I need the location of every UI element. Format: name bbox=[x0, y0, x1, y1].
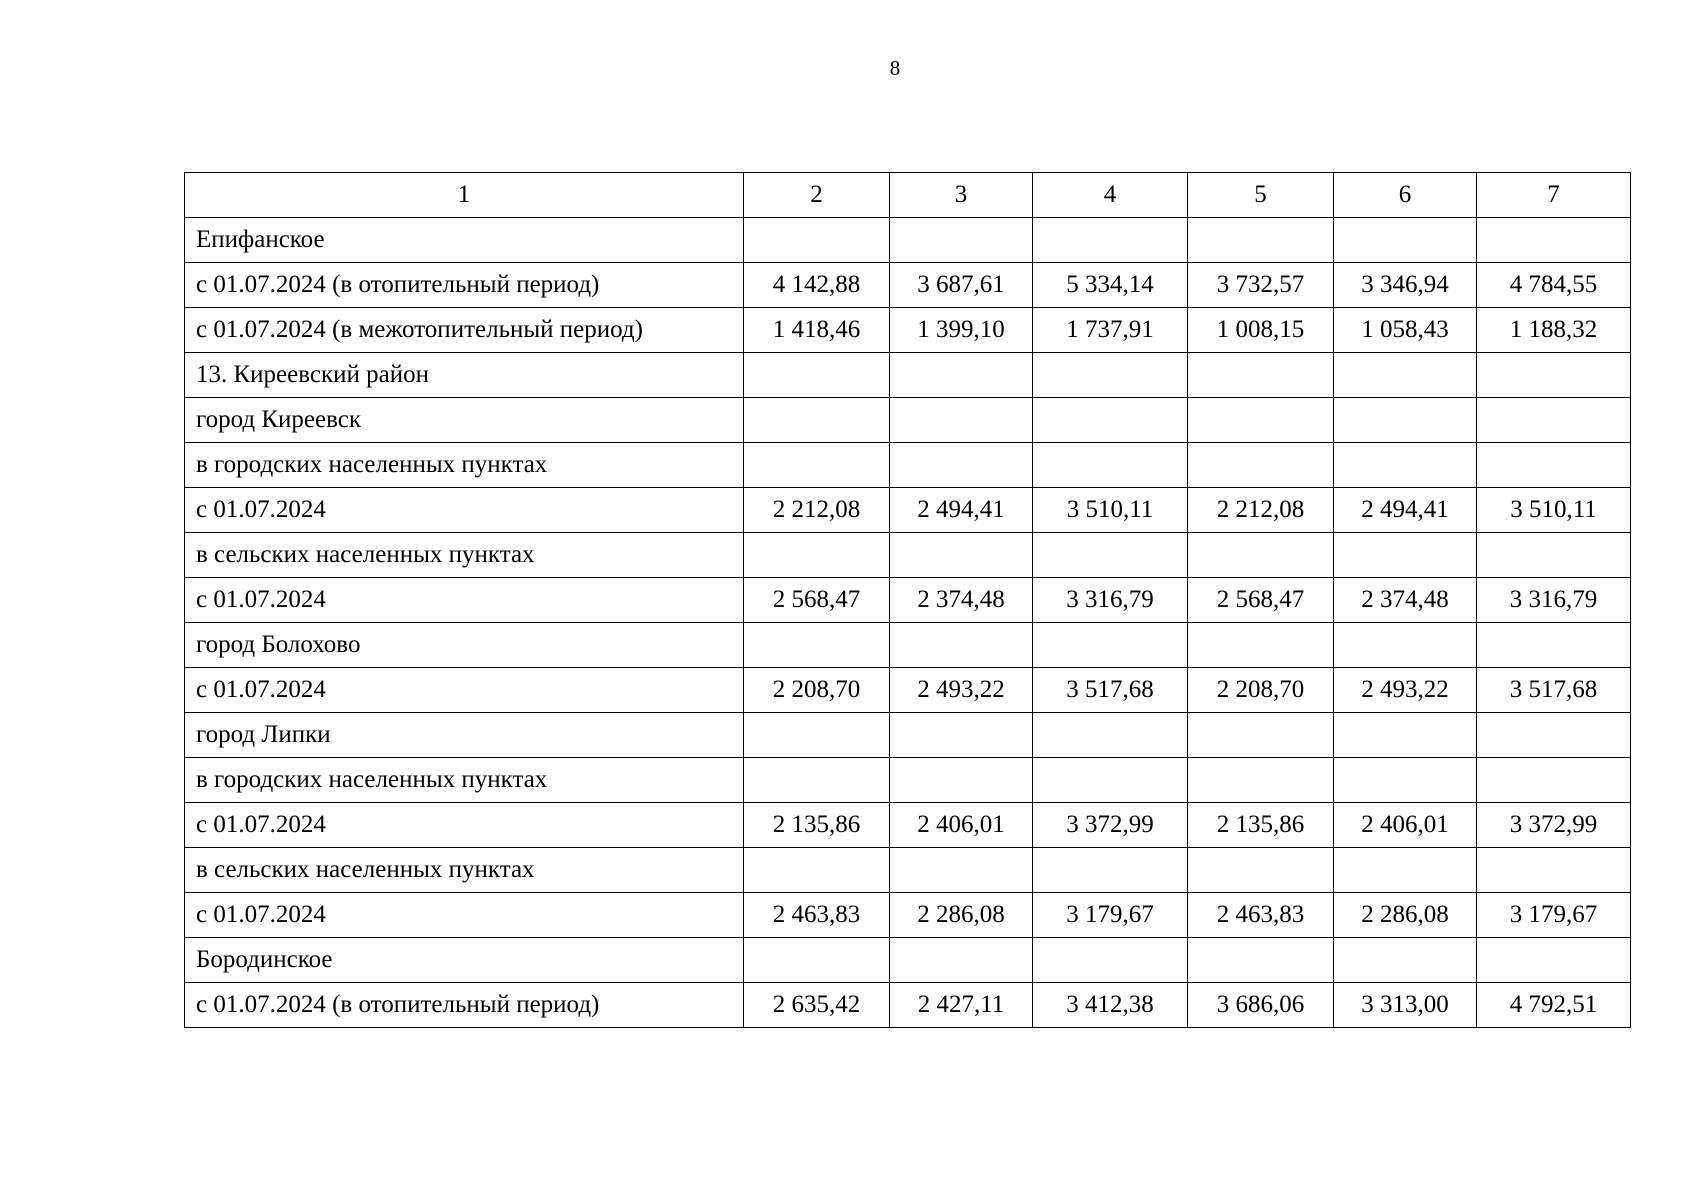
table-cell: 4 784,55 bbox=[1477, 263, 1631, 308]
table-cell bbox=[744, 443, 890, 488]
table-cell bbox=[890, 353, 1033, 398]
table-row bbox=[185, 623, 1631, 668]
column-header: 1 bbox=[185, 173, 744, 218]
table-cell bbox=[890, 533, 1033, 578]
table-cell: 2 374,48 bbox=[890, 578, 1033, 623]
table-row bbox=[185, 578, 1631, 623]
table-cell: 2 568,47 bbox=[1188, 578, 1334, 623]
table-cell: 2 406,01 bbox=[890, 803, 1033, 848]
table-cell bbox=[890, 218, 1033, 263]
table-cell: 3 316,79 bbox=[1477, 578, 1631, 623]
column-header: 4 bbox=[1033, 173, 1188, 218]
table-cell: 3 687,61 bbox=[890, 263, 1033, 308]
table-cell: 3 179,67 bbox=[1033, 893, 1188, 938]
table-cell: 4 792,51 bbox=[1477, 983, 1631, 1028]
table-cell bbox=[744, 398, 890, 443]
table-cell bbox=[890, 443, 1033, 488]
table-cell: 3 412,38 bbox=[1033, 983, 1188, 1028]
table-cell bbox=[1477, 623, 1631, 668]
table-cell: 2 208,70 bbox=[1188, 668, 1334, 713]
table-cell: 1 418,46 bbox=[744, 308, 890, 353]
table-row bbox=[185, 488, 1631, 533]
table-cell bbox=[744, 533, 890, 578]
table-cell bbox=[890, 398, 1033, 443]
table-cell: 2 286,08 bbox=[1334, 893, 1477, 938]
table-cell: 2 493,22 bbox=[890, 668, 1033, 713]
table-cell: 3 346,94 bbox=[1334, 263, 1477, 308]
table-row bbox=[185, 443, 1631, 488]
table-cell bbox=[1477, 713, 1631, 758]
column-header: 7 bbox=[1477, 173, 1631, 218]
table-cell: 3 372,99 bbox=[1477, 803, 1631, 848]
table-cell bbox=[1033, 713, 1188, 758]
column-header: 6 bbox=[1334, 173, 1477, 218]
table-cell bbox=[1033, 758, 1188, 803]
table-cell: 2 493,22 bbox=[1334, 668, 1477, 713]
table-cell bbox=[890, 623, 1033, 668]
column-header: 5 bbox=[1188, 173, 1334, 218]
row-label: с 01.07.2024 (в отопительный период) bbox=[185, 263, 744, 308]
table-cell: 3 517,68 bbox=[1477, 668, 1631, 713]
table-row bbox=[185, 758, 1631, 803]
row-label: с 01.07.2024 bbox=[185, 803, 744, 848]
table-row bbox=[185, 218, 1631, 263]
table-cell bbox=[744, 848, 890, 893]
table-cell bbox=[744, 353, 890, 398]
table-cell bbox=[1033, 623, 1188, 668]
table-cell: 2 135,86 bbox=[744, 803, 890, 848]
table-cell bbox=[1033, 398, 1188, 443]
table-row bbox=[185, 533, 1631, 578]
table-cell: 2 568,47 bbox=[744, 578, 890, 623]
table-cell bbox=[1477, 848, 1631, 893]
table-cell: 1 188,32 bbox=[1477, 308, 1631, 353]
table-cell bbox=[1033, 533, 1188, 578]
table-cell bbox=[744, 218, 890, 263]
row-label: в сельских населенных пунктах bbox=[185, 533, 744, 578]
table-cell bbox=[1188, 848, 1334, 893]
table-cell bbox=[1334, 398, 1477, 443]
table-cell bbox=[1334, 938, 1477, 983]
table-cell bbox=[1188, 398, 1334, 443]
table-cell bbox=[890, 848, 1033, 893]
row-label: с 01.07.2024 (в межотопительный период) bbox=[185, 308, 744, 353]
row-label: с 01.07.2024 bbox=[185, 893, 744, 938]
table-cell: 3 372,99 bbox=[1033, 803, 1188, 848]
table-row bbox=[185, 803, 1631, 848]
table-cell bbox=[1477, 353, 1631, 398]
table-row bbox=[185, 398, 1631, 443]
table-cell bbox=[1334, 758, 1477, 803]
table-cell: 2 463,83 bbox=[1188, 893, 1334, 938]
table-cell: 3 179,67 bbox=[1477, 893, 1631, 938]
table-cell bbox=[1033, 218, 1188, 263]
row-label: город Киреевск bbox=[185, 398, 744, 443]
table-cell bbox=[1334, 533, 1477, 578]
row-label: с 01.07.2024 bbox=[185, 488, 744, 533]
table-cell: 2 463,83 bbox=[744, 893, 890, 938]
table-cell bbox=[1188, 218, 1334, 263]
table-cell bbox=[1033, 938, 1188, 983]
page-number: 8 bbox=[889, 56, 901, 80]
table-row bbox=[185, 713, 1631, 758]
table-cell bbox=[1477, 938, 1631, 983]
table-cell bbox=[1334, 713, 1477, 758]
table-cell bbox=[1477, 533, 1631, 578]
table-cell bbox=[1033, 848, 1188, 893]
table-cell: 2 635,42 bbox=[744, 983, 890, 1028]
row-label: в городских населенных пунктах bbox=[185, 758, 744, 803]
table-row bbox=[185, 938, 1631, 983]
table-row bbox=[185, 983, 1631, 1028]
table-cell: 3 517,68 bbox=[1033, 668, 1188, 713]
table-row bbox=[185, 668, 1631, 713]
table-cell: 2 494,41 bbox=[1334, 488, 1477, 533]
table-cell bbox=[890, 938, 1033, 983]
table-cell bbox=[1033, 353, 1188, 398]
row-label: Бородинское bbox=[185, 938, 744, 983]
table-cell bbox=[1477, 758, 1631, 803]
table-row bbox=[185, 263, 1631, 308]
row-label: в сельских населенных пунктах bbox=[185, 848, 744, 893]
table-cell: 2 212,08 bbox=[1188, 488, 1334, 533]
table-cell bbox=[1334, 848, 1477, 893]
table-cell bbox=[1477, 443, 1631, 488]
table-cell bbox=[1477, 218, 1631, 263]
table-row bbox=[185, 893, 1631, 938]
table-header-row bbox=[185, 173, 1631, 218]
table-row bbox=[185, 848, 1631, 893]
table-cell: 2 212,08 bbox=[744, 488, 890, 533]
table-cell bbox=[1188, 353, 1334, 398]
row-label: с 01.07.2024 bbox=[185, 668, 744, 713]
table-cell: 3 732,57 bbox=[1188, 263, 1334, 308]
table-cell bbox=[890, 758, 1033, 803]
column-header: 2 bbox=[744, 173, 890, 218]
table-cell bbox=[1334, 623, 1477, 668]
table-cell bbox=[1334, 353, 1477, 398]
table-cell bbox=[744, 758, 890, 803]
table-cell: 1 008,15 bbox=[1188, 308, 1334, 353]
table-cell: 2 406,01 bbox=[1334, 803, 1477, 848]
tariff-table bbox=[184, 172, 1631, 1028]
row-label: с 01.07.2024 (в отопительный период) bbox=[185, 983, 744, 1028]
table-cell: 1 737,91 bbox=[1033, 308, 1188, 353]
row-label: город Болохово bbox=[185, 623, 744, 668]
table-cell: 5 334,14 bbox=[1033, 263, 1188, 308]
table-cell bbox=[744, 938, 890, 983]
row-label: в городских населенных пунктах bbox=[185, 443, 744, 488]
table-cell bbox=[890, 713, 1033, 758]
table-cell: 2 494,41 bbox=[890, 488, 1033, 533]
table-cell bbox=[1188, 758, 1334, 803]
table-cell: 2 135,86 bbox=[1188, 803, 1334, 848]
table-cell: 3 686,06 bbox=[1188, 983, 1334, 1028]
table-body bbox=[185, 173, 1631, 1028]
table-cell bbox=[1188, 443, 1334, 488]
table-cell bbox=[744, 623, 890, 668]
table-cell bbox=[1334, 218, 1477, 263]
table-cell bbox=[1188, 623, 1334, 668]
table-cell: 3 510,11 bbox=[1033, 488, 1188, 533]
table-cell bbox=[1033, 443, 1188, 488]
table-cell bbox=[744, 713, 890, 758]
table-cell bbox=[1477, 398, 1631, 443]
table-cell: 2 374,48 bbox=[1334, 578, 1477, 623]
table-cell: 2 208,70 bbox=[744, 668, 890, 713]
table-cell: 1 058,43 bbox=[1334, 308, 1477, 353]
table-cell: 3 313,00 bbox=[1334, 983, 1477, 1028]
table-cell: 3 510,11 bbox=[1477, 488, 1631, 533]
row-label: с 01.07.2024 bbox=[185, 578, 744, 623]
table-cell bbox=[1334, 443, 1477, 488]
column-header: 3 bbox=[890, 173, 1033, 218]
row-label: город Липки bbox=[185, 713, 744, 758]
row-label: Епифанское bbox=[185, 218, 744, 263]
table-cell: 1 399,10 bbox=[890, 308, 1033, 353]
table-cell bbox=[1188, 938, 1334, 983]
table-row bbox=[185, 308, 1631, 353]
table-cell bbox=[1188, 713, 1334, 758]
table-cell: 2 286,08 bbox=[890, 893, 1033, 938]
table-cell: 4 142,88 bbox=[744, 263, 890, 308]
table-cell: 2 427,11 bbox=[890, 983, 1033, 1028]
table-row bbox=[185, 353, 1631, 398]
table-cell: 3 316,79 bbox=[1033, 578, 1188, 623]
row-label: 13. Киреевский район bbox=[185, 353, 744, 398]
table-cell bbox=[1188, 533, 1334, 578]
